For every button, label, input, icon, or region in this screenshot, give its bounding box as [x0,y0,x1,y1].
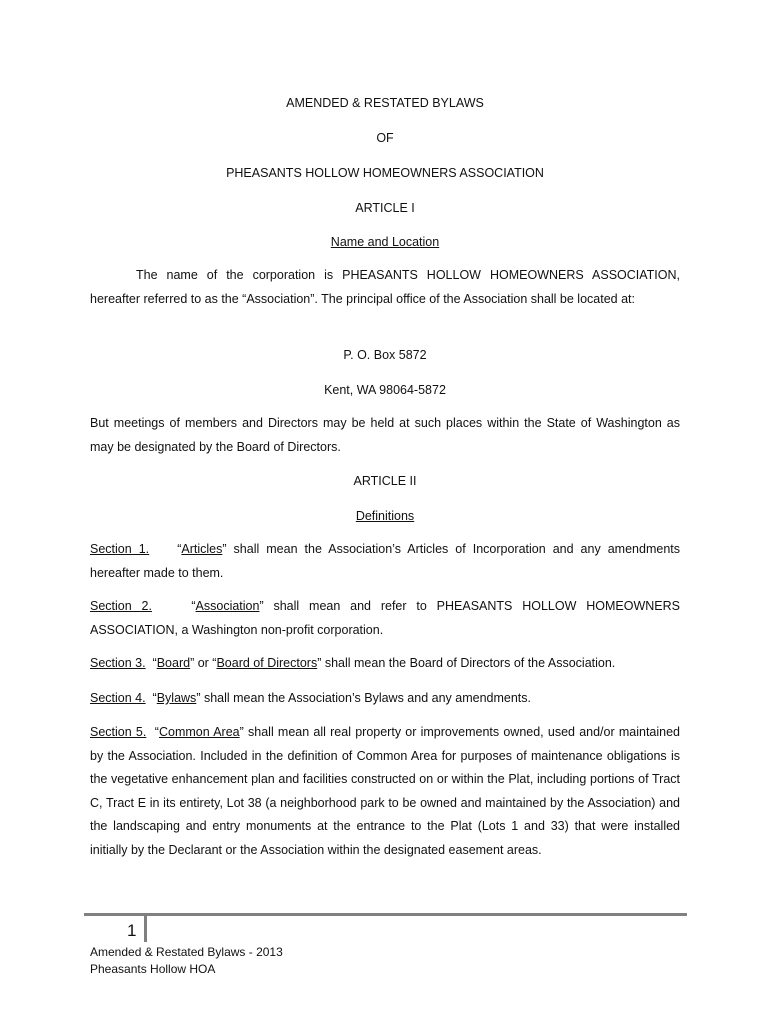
article-1-intro-paragraph: The name of the corporation is PHEASANTS HOLLOW HOMEOWNERS ASSOCIATION, hereafter referred to as the “Association”. The principal office of the Association shall be located at: [90,268,680,306]
article-1-heading: ARTICLE I [355,201,415,215]
article-2-heading: ARTICLE II [353,474,417,488]
section-1-paragraph [90,538,680,585]
meetings-paragraph: But meetings of members and Directors may be held at such places within the State of Washington as may be designated by the Board of Directors. [90,416,680,454]
association-name-heading: PHEASANTS HOLLOW HOMEOWNERS ASSOCIATION [226,166,544,180]
article-2-subheading-text: Definitions [355,509,415,523]
article-2-subheading [90,508,680,524]
document-title-of: OF [376,131,394,145]
section-1-text: ” shall mean the Association’s Articles of Incorporation and any amendments hereafter made to them. [90,542,680,580]
section-4-term: Bylaws [156,691,197,705]
section-3-text: ” shall mean the Board of Directors of the Association. [317,656,616,670]
section-5-label: Section 5. [90,725,147,739]
section-2-text: ” shall mean and refer to PHEASANTS HOLLOW HOMEOWNERS ASSOCIATION, a Washington non-profit corporation. [90,599,680,637]
section-4-paragraph [90,687,680,711]
section-5-paragraph [90,721,680,862]
footer-document-title: Amended & Restated Bylaws - 2013 [90,945,283,959]
address-line-1: P. O. Box 5872 [343,348,427,362]
section-4-text: ” shall mean the Association’s Bylaws and any amendments. [196,691,531,705]
section-2-paragraph [90,595,680,642]
section-3-open-quote: “ [152,656,157,670]
section-4-open-quote: “ [152,691,157,705]
section-4-label: Section 4. [90,691,146,705]
section-2-open-quote: “ [191,599,196,613]
section-3-connector: ” or “ [190,656,217,670]
page-number-divider [144,915,147,942]
section-5-term: Common Area [158,725,240,739]
section-1-label: Section 1. [90,542,150,556]
section-3-paragraph [90,652,680,676]
section-2-term: Association [195,599,260,613]
section-5-open-quote: “ [154,725,159,739]
section-5-text: ” shall mean all real property or improvements owned, used and/or maintained by the Association. Included in the definition of Common Area for purposes of maintenance obligations is the vegetative enhancement plan and facilities constructed on or within the Plat, including portions of Tract C, Tract E in its entirety, Lot 38 (a neighborhood park to be owned and maintained by the Association) and the landscaping and entry monuments at the entrance to the Plat (Lots 1 and 33) that were installed initially by the Declarant or the Association within the designated easement areas. [90,725,681,857]
page-number: 1 [127,921,137,940]
section-1-open-quote: “ [177,542,182,556]
section-3-term-board: Board [156,656,191,670]
footer-association-name: Pheasants Hollow HOA [90,962,216,976]
address-line-2: Kent, WA 98064-5872 [324,383,446,397]
article-1-subheading-text: Name and Location [330,235,440,249]
section-3-term-board-of-directors: Board of Directors [216,656,318,670]
section-2-label: Section 2. [90,599,152,613]
section-1-term: Articles [181,542,223,556]
document-title: AMENDED & RESTATED BYLAWS [286,96,484,110]
section-3-label: Section 3. [90,656,146,670]
article-1-subheading [90,234,680,250]
footer-rule [84,913,687,916]
